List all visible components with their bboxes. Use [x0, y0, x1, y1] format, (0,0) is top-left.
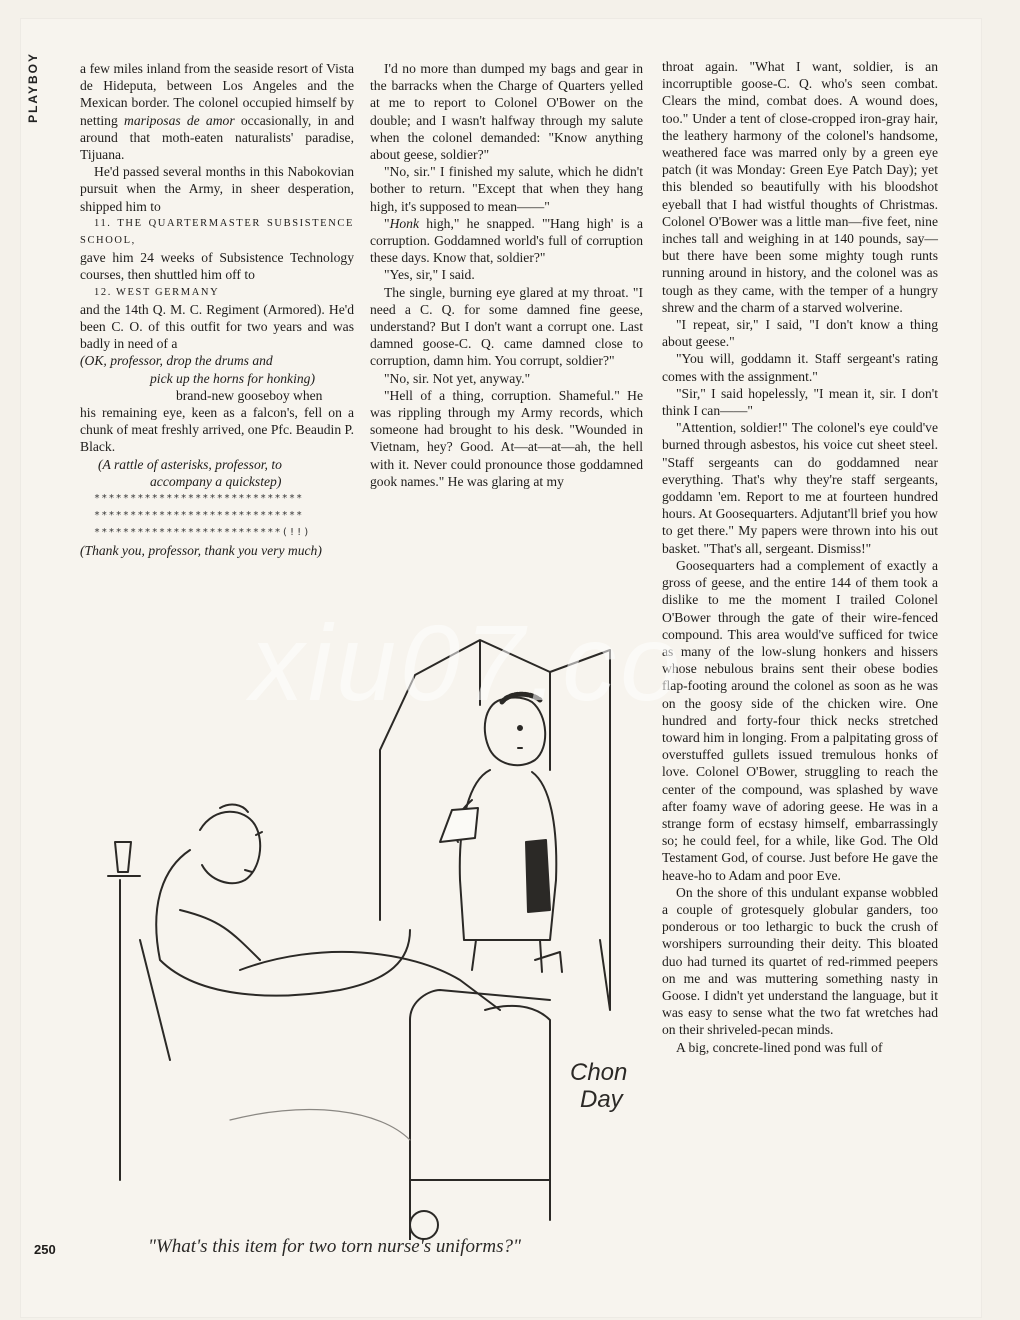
paragraph: A big, concrete-lined pond was full of — [676, 1039, 883, 1055]
water-glass — [108, 842, 140, 876]
cartoon-illustration — [80, 580, 655, 1240]
artist-signature: Chon — [570, 1059, 628, 1086]
paragraph: "Hell of a thing, corruption. Shameful." He was rippling through my Army records, which someone had brought to his desk. "Wounded in Vietnam, hey? Good. At—at—at—ah, the hell with it. Never could pronounce those goddamned gook names." He was glaring at my — [370, 387, 643, 489]
page-number: 250 — [34, 1242, 56, 1257]
paragraph: "Sir," I said hopelessly, "I mean it, sir. I don't think I can——" — [662, 385, 938, 419]
paragraph: On the shore of this undulant expanse wobbled a couple of grotesquely globular ganders, too ponderous or too lethargic to buck the crush of worshipers surrounding their deity. This bloated duo had turned its quartet of red-rimmed peepers on me and was muttering something nasty in Goose. I didn't yet understand the language, but it was easy to sense what the two fat wretches had on their shriveled-pecan minds. — [662, 884, 938, 1038]
italic-aside: (A rattle of asterisks, professor, to — [98, 456, 282, 472]
paragraph: The single, burning eye glared at my throat. "I need a C. Q. for some damned fine geese, understand? But I don't want a corrupt one. Last damned goose-C. Q. came damned close to corruption, damn him. You corrupt, soldier?" — [370, 284, 643, 369]
nurse-figure — [440, 694, 562, 972]
paragraph: "No, sir. Not yet, anyway." — [384, 370, 531, 386]
paragraph: "You will, goddamn it. Staff sergeant's rating comes with the assignment." — [662, 351, 938, 384]
patient-figure — [156, 805, 410, 996]
artist-signature: Day — [580, 1086, 623, 1113]
paragraph: a few miles inland from the seaside resort of Vista de Hideputa, between Los Angeles and the Mexican border. The colonel occupied himself by netting mariposas de amor occasionally, in and around that moth-eaten naturalists' paradise, Tijuana. — [80, 61, 354, 163]
magazine-masthead: PLAYBOY — [26, 52, 40, 123]
folding-screen — [380, 640, 610, 1010]
paragraph: and the 14th Q. M. C. Regiment (Armored). He'd been C. O. of this outfit for two years and was badly in need of a — [80, 301, 354, 352]
text-column-3 — [662, 58, 938, 1056]
watermark: xiu07.co — [250, 602, 685, 723]
cartoon-caption: "What's this item for two torn nurse's uniforms?" — [148, 1236, 521, 1257]
paragraph: "Honk high," he snapped. "'Hang high' is a corruption. Goddamned world's full of corruption these days. Know that, soldier?" — [370, 215, 643, 266]
italic-aside: accompany a quickstep) — [150, 473, 282, 489]
paragraph: gave him 24 weeks of Subsistence Technology courses, then shuttled him off to — [80, 250, 354, 283]
paragraph: "No, sir." I finished my salute, which he didn't bother to return. "Except that when they hang high, it's supposed to mean——" — [370, 164, 643, 214]
paragraph: his remaining eye, keen as a falcon's, fell on a chunk of meat freshly arrived, one Pfc. Beaudin P. Black. — [80, 405, 354, 455]
paragraph: throat again. "What I want, soldier, is an incorruptible goose-C. Q. who's seen combat. Clears the mind, combat does. A wound does, too." Under a tent of close-cropped iron-gray hair, the leathery harmony of the colonel's handsome, weathered face was marred only by a green eye patch (it was Monday: Green Eye Patch Day); yet this blended so beautifully with his bloodshot eyeball that I had wistful thoughts of Christmas. Colonel O'Bower was a little man—five feet, nine inches tall and weighing in at 140 pounds, say—but there have been some mighty tough runts running around in history, and the colonel was as tough as they came, with the temper of a hungry shrew and the charm of a starved wolverine. — [662, 59, 938, 315]
paragraph: He'd passed several months in this Nabokovian pursuit when the Army, in sheer desperation, shipped him to — [80, 164, 354, 214]
hospital-bed — [120, 880, 550, 1240]
paragraph: brand-new gooseboy when — [176, 387, 323, 403]
asterisk-line: ***************************** — [94, 493, 304, 505]
paragraph: "I repeat, sir," I said, "I don't know a thing about geese." — [662, 317, 938, 350]
asterisk-line: **************************(!!) — [94, 527, 311, 539]
section-heading: 12. WEST GERMANY — [94, 286, 220, 298]
paragraph: I'd no more than dumped my bags and gear in the barracks when the Charge of Quarters yelled at me to report to Colonel O'Bower on the double; and I wasn't halfway through my salute when the colonel demanded: "Know anything about geese, soldier?" — [370, 61, 643, 163]
italic-aside: (Thank you, professor, thank you very much) — [80, 542, 322, 558]
italic-aside: pick up the horns for honking) — [150, 370, 315, 386]
text-column-2 — [370, 60, 643, 490]
section-heading: 11. THE QUARTERMASTER SUBSISTENCE SCHOOL, — [80, 217, 354, 247]
paragraph: Goosequarters had a complement of exactly a gross of geese, and the entire 144 of them took a dislike to me the moment I trailed Colonel O'Bower through the gate of their wire-fenced compound. This area would've sufficed for twice as many of the low-slung honkers and hissers whose nebulous brains sent their obese bodies flap-footing around the colonel as soon as he was on the goosy side of the chicken wire. One hundred and forty-four thick necks stretched toward him in longing. From a palpitating gross of overstuffed gullets issued tremulous honks of love. Colonel O'Bower, struggling to reach the center of the compound, was splashed by wave after foamy wave of adoring geese. He was in a strange form of ecstasy himself, embarrassingly so; he could feel, for a while, like God. The Old Testament God, of course. Just before He gave the heave-ho to Adam and poor Eve. — [662, 557, 938, 883]
text-column-1 — [80, 60, 354, 559]
paragraph: "Attention, soldier!" The colonel's eye could've burned through asbestos, his voice cut sheet steel. "Staff sergeants can do goddamned near everything. That's why they're staff sergeants, goddamn 'em. Report to me at fourteen hundred hours. At Goosequarters. Adjutant'll brief you how to get there." My papers were thrown into his out basket. "That's all, sergeant. Dismiss!" — [662, 420, 938, 556]
asterisk-line: ***************************** — [94, 510, 304, 522]
italic-aside: (OK, professor, drop the drums and — [80, 353, 273, 369]
paragraph: "Yes, sir," I said. — [384, 267, 475, 283]
